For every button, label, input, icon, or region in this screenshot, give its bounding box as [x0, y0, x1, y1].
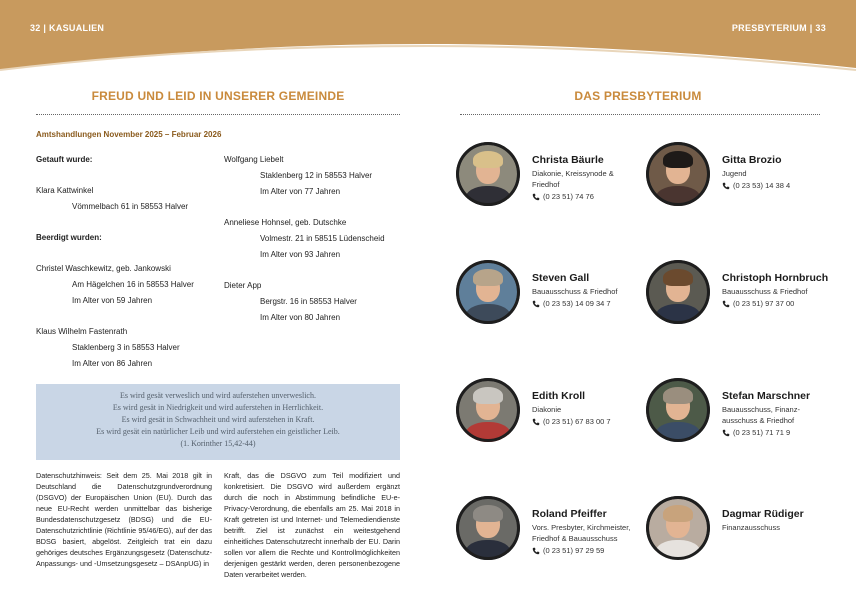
member-name: Christoph Hornbruch	[722, 272, 829, 284]
member-photo	[646, 260, 710, 324]
member-name: Steven Gall	[532, 272, 590, 284]
member-phone	[532, 545, 652, 556]
page-header-left: 32 | KASUALIEN	[30, 23, 105, 33]
member-phone-number: (0 23 53) 14 09 34 7	[543, 299, 611, 308]
member-photo	[646, 496, 710, 560]
member-card	[646, 496, 836, 566]
amtshandlungen-subheading: Amtshandlungen November 2025 – Februar 2026	[36, 130, 222, 139]
kasualien-column-1	[36, 152, 221, 372]
section-label: Getauft wurde:	[36, 155, 93, 164]
entry-line: Anneliese Hohnsel, geb. Dutschke	[224, 218, 347, 227]
member-role: Jugend	[722, 169, 747, 178]
member-card	[456, 496, 646, 566]
member-name: Roland Pfeiffer	[532, 508, 607, 520]
member-name: Christa Bäurle	[532, 154, 604, 166]
member-phone-number: (0 23 51) 71 71 9	[733, 428, 791, 437]
quote-reference: (1. Korinther 15,42-44)	[180, 439, 256, 448]
entry-line: Im Alter von 59 Jahren	[72, 296, 153, 305]
entry-line: Im Alter von 77 Jahren	[260, 187, 341, 196]
entry-line: Im Alter von 93 Jahren	[260, 250, 341, 259]
member-role: Friedhof & Bauausschuss	[532, 534, 618, 543]
member-card	[456, 378, 646, 448]
quote-line: Es wird gesät ein natürlicher Leib und wird auferstehen ein geistlicher Leib.	[96, 427, 340, 436]
entry-line: Staklenberg 3 in 58553 Halver	[72, 343, 180, 352]
member-role: Bauausschuss & Friedhof	[722, 287, 808, 296]
member-name: Dagmar Rüdiger	[722, 508, 804, 520]
member-phone	[722, 180, 842, 191]
right-section-title: DAS PRESBYTERIUM	[574, 89, 702, 103]
spacer	[224, 263, 409, 278]
header-banner	[0, 0, 856, 80]
member-role: Friedhof	[532, 180, 560, 189]
member-photo	[456, 378, 520, 442]
dsgvo-text-col-1: Datenschutzhinweis: Seit dem 25. Mai 2018 gilt in Deutschland die Datenschutzgrundverordnung (DSGVO) der Europäischen Union (EU). Durch das neue EU-Recht werden unmittelbar das bisherige Bundesdatenschutzgesetz (BDSG) und die EU-Datenschutzrichtlinie (Richtlinie 95/46/EG), auf der das BDSG basiert, abgelöst. Zeitgleich trat ein dazu gehöriges deutsches Ergänzungsgesetz (Datenschutz-Anpassungs- und -Umsetzungsgesetz – DSAnpUG) in	[36, 471, 212, 568]
right-title-divider	[460, 114, 820, 115]
member-phone	[532, 416, 652, 427]
member-card	[646, 260, 836, 330]
entry-line: Im Alter von 80 Jahren	[260, 313, 341, 322]
member-name: Edith Kroll	[532, 390, 586, 402]
member-card	[646, 378, 836, 448]
left-section-title: FREUD UND LEID IN UNSERER GEMEINDE	[91, 89, 345, 103]
entry-line: Volmestr. 21 in 58515 Lüdenscheid	[260, 234, 385, 243]
page-header-right: PRESBYTERIUM | 33	[731, 23, 826, 33]
section-label: Beerdigt wurden:	[36, 233, 102, 242]
bible-quote-box	[36, 384, 400, 460]
entry-line: Am Hägelchen 16 in 58553 Halver	[72, 280, 194, 289]
member-name: Gitta Brozio	[722, 154, 782, 166]
entry-line: Staklenberg 12 in 58553 Halver	[260, 171, 373, 180]
member-phone-number: (0 23 51) 67 83 00 7	[543, 417, 611, 426]
member-phone	[722, 427, 842, 438]
member-photo	[646, 378, 710, 442]
member-role: Diakonie	[532, 405, 562, 414]
phone-icon	[722, 182, 730, 190]
entry-line: Dieter App	[224, 281, 262, 290]
member-card	[456, 260, 646, 330]
member-phone	[722, 298, 842, 309]
phone-icon	[722, 429, 730, 437]
member-phone-number: (0 23 51) 74 76	[543, 192, 594, 201]
quote-line: Es wird gesät in Niedrigkeit und wird auferstehen in Herrlichkeit.	[112, 403, 324, 412]
phone-icon	[532, 193, 540, 201]
member-role: Diakonie, Kreissynode &	[532, 169, 614, 178]
member-photo	[456, 260, 520, 324]
member-photo	[456, 496, 520, 560]
member-name: Stefan Marschner	[722, 390, 811, 402]
entry-line: Im Alter von 86 Jahren	[72, 359, 153, 368]
member-card	[456, 142, 646, 212]
member-role: ausschuss & Friedhof	[722, 416, 795, 425]
spacer	[36, 246, 221, 261]
entry-line: Bergstr. 16 in 58553 Halver	[260, 297, 357, 306]
quote-line: Es wird gesät verweslich und wird auferstehen unverweslich.	[120, 391, 316, 400]
left-title-divider	[36, 114, 400, 115]
dsgvo-text-col-2: Kraft, das die DSGVO zum Teil modifiziert und konkretisiert. Die DSGVO wird außerdem ergänzt durch die noch in Abstimmung befindliche EU-e-Privacy-Verordnung, die ebenfalls am 25. Mai 2018 in Kraft getreten ist und Internet- und Telemediendienste betrifft. Ziel ist zunächst ein weitestgehend einheitliches Datenschutzrecht innerhalb der EU. Darin sollen vor allem die Rechte und Kontrollmöglichkeiten derjenigen gestärkt werden, deren personenbezogene Daten verarbeitet werden.	[224, 471, 400, 579]
phone-icon	[722, 300, 730, 308]
member-phone	[532, 298, 652, 309]
member-role: Bauausschuss & Friedhof	[532, 287, 618, 296]
entry-line: Wolfgang Liebelt	[224, 155, 284, 164]
member-photo	[456, 142, 520, 206]
member-role: Finanzausschuss	[722, 523, 780, 532]
phone-icon	[532, 547, 540, 555]
member-phone	[532, 191, 652, 202]
member-phone-number: (0 23 53) 14 38 4	[733, 181, 791, 190]
member-photo	[646, 142, 710, 206]
member-role: Vors. Presbyter, Kirchmeister,	[532, 523, 631, 532]
phone-icon	[532, 300, 540, 308]
spacer	[36, 168, 221, 183]
member-card	[646, 142, 836, 212]
member-role: Bauausschuss, Finanz-	[722, 405, 800, 414]
member-phone-number: (0 23 51) 97 29 59	[543, 546, 605, 555]
phone-icon	[532, 418, 540, 426]
kasualien-column-2	[224, 152, 409, 326]
entry-line: Klara Kattwinkel	[36, 186, 94, 195]
spacer	[224, 200, 409, 215]
entry-line: Christel Waschkewitz, geb. Jankowski	[36, 264, 171, 273]
spacer	[36, 215, 221, 230]
quote-line: Es wird gesät in Schwachheit und wird auferstehen in Kraft.	[121, 415, 315, 424]
entry-line: Vömmelbach 61 in 58553 Halver	[72, 202, 189, 211]
spacer	[36, 309, 221, 324]
entry-line: Klaus Wilhelm Fastenrath	[36, 327, 128, 336]
member-phone-number: (0 23 51) 97 37 00	[733, 299, 795, 308]
